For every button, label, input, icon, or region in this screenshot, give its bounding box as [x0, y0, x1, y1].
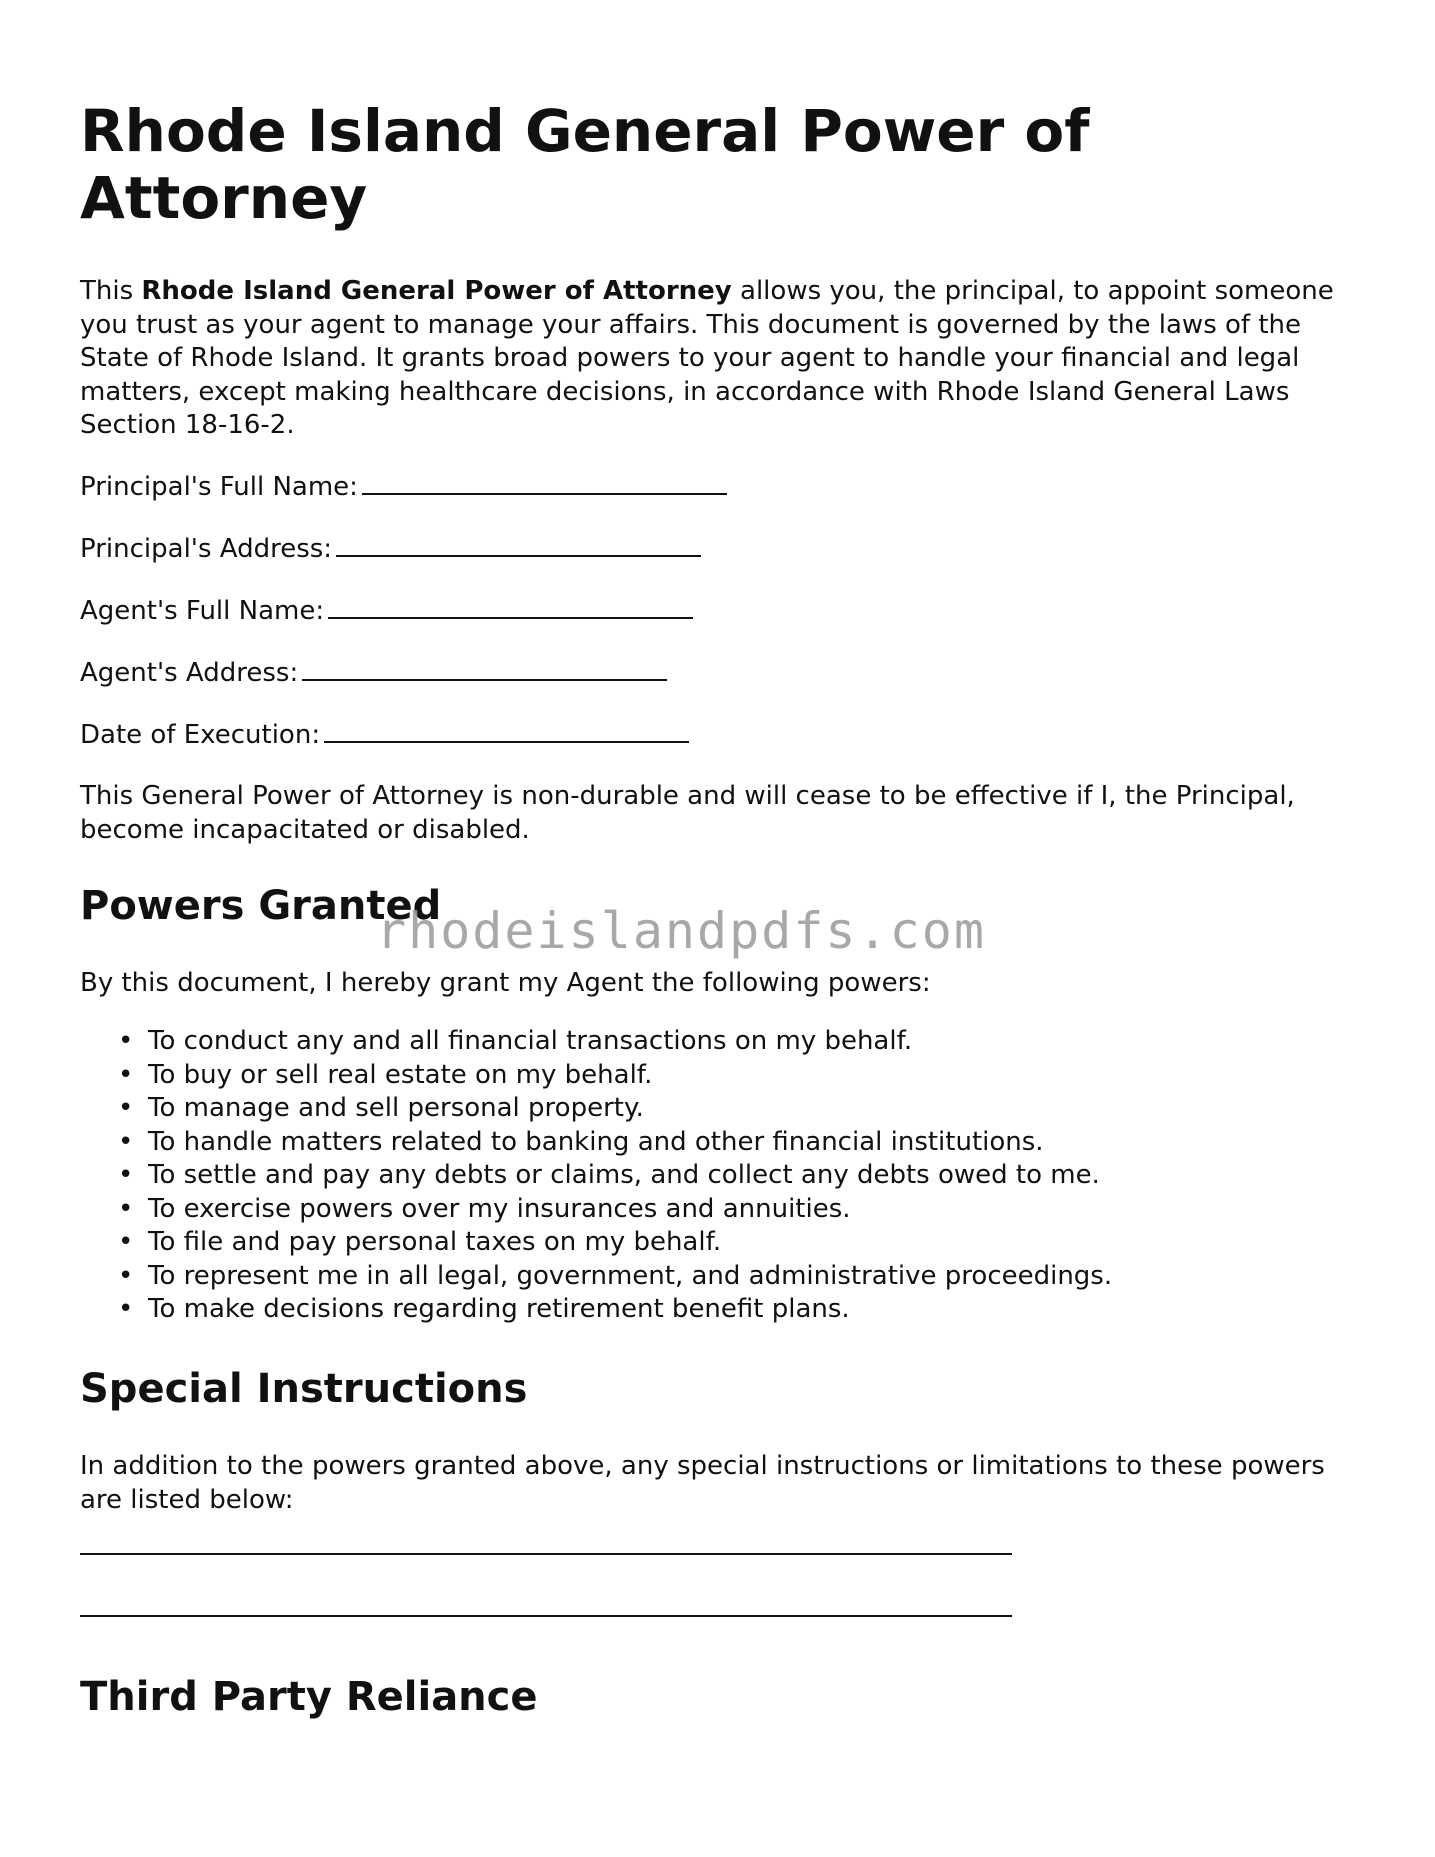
field-label: Agent's Full Name: — [80, 596, 325, 626]
list-item — [118, 1193, 1112, 1227]
list-item-text: To buy or sell real estate on my behalf. — [148, 1059, 653, 1090]
intro-suffix: allows you, the principal, to appoint someone you trust as your agent to manage your affairs. This document is governed by the laws of the State of Rhode Island. It grants broad powers to your agent to handle your financial and legal matters, except making healthcare decisions, in accordance with Rhode Island General Laws Section 18-16-2. — [80, 276, 1334, 440]
special-instructions-text: In addition to the powers granted above, any special instructions or limitations to these powers are listed below: — [80, 1451, 1325, 1515]
field-agent-address — [80, 657, 667, 690]
list-item-text: To make decisions regarding retirement benefit plans. — [148, 1294, 850, 1324]
list-item-text: To manage and sell personal property. — [148, 1093, 644, 1123]
list-item — [118, 1260, 1113, 1294]
bullet-icon: • — [118, 1093, 134, 1123]
intro-bold-title: Rhode Island General Power of Attorney — [141, 276, 732, 306]
powers-list — [80, 1025, 1112, 1327]
field-principal-address — [80, 533, 701, 566]
field-agent-name — [80, 595, 693, 628]
list-item-text: To settle and pay any debts or claims, and collect any debts owed to me. — [148, 1160, 1100, 1190]
bullet-icon: • — [118, 1227, 134, 1257]
bullet-icon: • — [118, 1026, 134, 1056]
third-party-reliance-heading: Third Party Reliance — [80, 1674, 538, 1720]
watermark: rhodeislandpdfs.com — [376, 902, 986, 960]
list-item-text: To exercise powers over my insurances and annuities. — [148, 1193, 851, 1224]
bullet-icon: • — [118, 1126, 134, 1157]
field-label: Agent's Address: — [80, 658, 299, 688]
special-instructions-line-1[interactable] — [80, 1553, 1012, 1555]
list-item — [118, 1092, 1112, 1126]
bullet-icon: • — [118, 1160, 134, 1190]
principal-name-blank[interactable] — [362, 471, 727, 495]
agent-address-blank[interactable] — [302, 657, 667, 681]
list-item — [118, 1025, 1112, 1059]
field-date-of-execution — [80, 719, 689, 752]
principal-address-blank[interactable] — [336, 533, 701, 557]
list-item — [118, 1226, 1112, 1260]
powers-lead: By this document, I hereby grant my Agent the following powers: — [80, 968, 931, 998]
powers-granted-heading: Powers Granted — [80, 883, 442, 929]
list-item-text: To file and pay personal taxes on my behalf. — [148, 1227, 722, 1257]
durability-note: This General Power of Attorney is non-durable and will cease to be effective if I, the Principal, become incapacitated or disabled. — [80, 781, 1295, 845]
field-label: Principal's Full Name: — [80, 472, 358, 502]
intro-paragraph — [80, 275, 1360, 443]
field-label: Date of Execution: — [80, 720, 321, 750]
list-item-text: To handle matters related to banking and other financial institutions. — [148, 1126, 1044, 1157]
agent-name-blank[interactable] — [328, 595, 693, 619]
field-label: Principal's Address: — [80, 534, 333, 564]
list-item — [118, 1126, 1112, 1160]
bullet-icon: • — [118, 1193, 134, 1224]
list-item — [118, 1159, 1112, 1193]
document-title: Rhode Island General Power of Attorney — [80, 97, 1090, 232]
special-instructions-heading: Special Instructions — [80, 1366, 528, 1412]
list-item-text: To conduct any and all financial transactions on my behalf. — [148, 1026, 913, 1056]
list-item — [118, 1059, 1112, 1093]
bullet-icon: • — [118, 1294, 134, 1324]
special-instructions-line-2[interactable] — [80, 1615, 1012, 1617]
list-item-text: To represent me in all legal, government, and administrative proceedings. — [148, 1260, 1113, 1291]
intro-prefix: This — [80, 276, 142, 306]
date-of-execution-blank[interactable] — [324, 719, 689, 743]
bullet-icon: • — [118, 1059, 134, 1090]
list-item — [118, 1293, 1112, 1327]
field-principal-name — [80, 471, 727, 504]
bullet-icon: • — [118, 1260, 134, 1291]
